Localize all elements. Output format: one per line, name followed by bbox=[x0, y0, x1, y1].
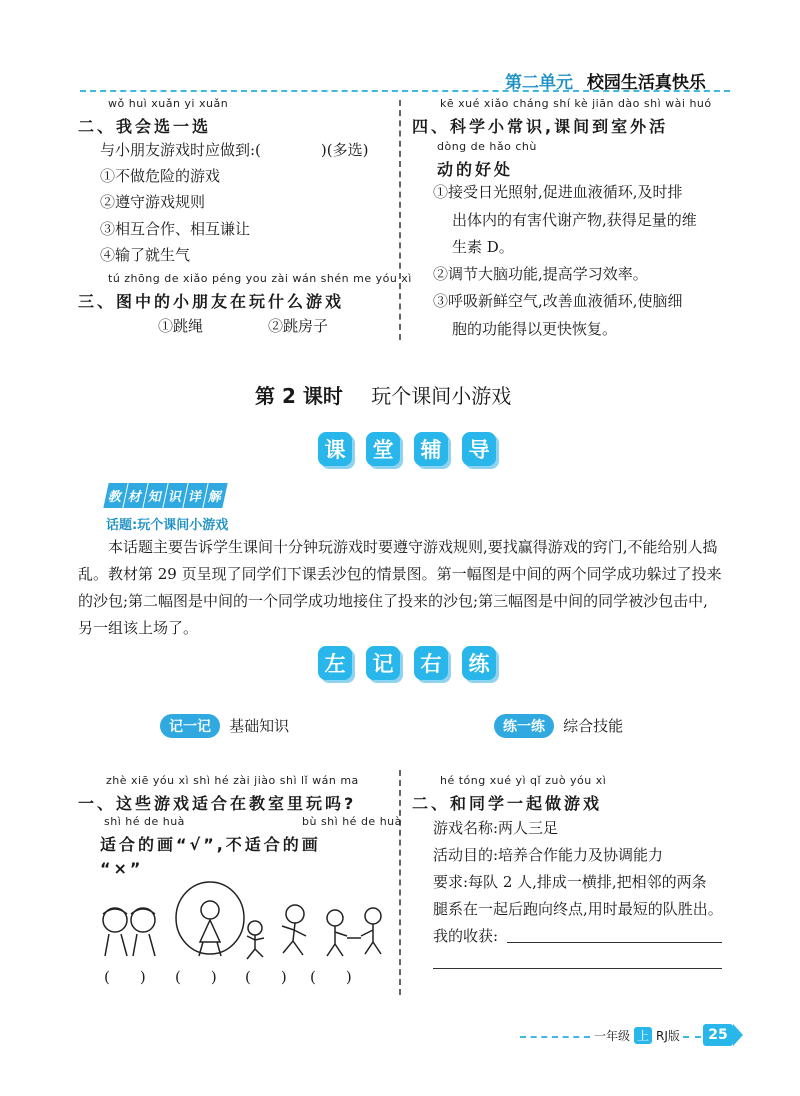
section2-heading: 二、我会选一选 bbox=[78, 117, 212, 136]
section4-heading-2: 动的好处 bbox=[437, 160, 514, 179]
practice-tile: 记 bbox=[366, 646, 400, 680]
column-divider-bottom bbox=[399, 770, 401, 995]
section2-pinyin: wǒ huì xuǎn yi xuǎn bbox=[108, 97, 229, 110]
footer-rule-right bbox=[683, 1036, 701, 1038]
game-requirement-line-2: 腿系在一起后跑向终点,用时最短的队胜出。 bbox=[433, 900, 723, 918]
left-section-badge bbox=[160, 714, 289, 738]
footer-rule bbox=[520, 1036, 590, 1038]
badge-label: 基础知识 bbox=[229, 717, 290, 735]
children-illustration bbox=[95, 880, 395, 965]
q1-heading-2: 适合的画“√”,不适合的画 bbox=[100, 835, 321, 854]
section4-pinyin-2: dòng de hǎo chù bbox=[437, 140, 537, 153]
banner-char: 识 bbox=[163, 483, 187, 508]
q1-pinyin-2a: shì hé de huà bbox=[104, 815, 185, 828]
page-number-value: 25 bbox=[708, 1027, 728, 1043]
column-divider-top bbox=[399, 100, 401, 340]
edition-label: RJ版 bbox=[656, 1029, 680, 1043]
banner-char: 教 bbox=[103, 483, 127, 508]
option-2: ②遵守游戏规则 bbox=[100, 193, 206, 211]
option-1: ①不做危险的游戏 bbox=[100, 167, 221, 185]
benefit-3-line-1: ③呼吸新鲜空气,改善血液循环,使脑细 bbox=[433, 292, 683, 310]
knowledge-banner bbox=[106, 483, 226, 508]
unit-label: 第二单元 bbox=[505, 73, 573, 93]
running-kid-icon bbox=[247, 921, 264, 959]
guide-title-tiles bbox=[318, 432, 496, 466]
practice-title-tiles bbox=[318, 646, 496, 680]
jump-rope-girl-icon bbox=[176, 882, 244, 956]
guide-tile: 辅 bbox=[414, 432, 448, 466]
page-arrow-icon bbox=[733, 1024, 743, 1046]
badge-pill: 练一练 bbox=[494, 714, 554, 738]
q1-heading-3: “×” bbox=[100, 859, 144, 878]
benefit-3-line-2: 胞的功能得以更快恢复。 bbox=[452, 320, 618, 338]
topic-label: 话题:玩个课间小游戏 bbox=[106, 518, 229, 533]
section4-heading-1: 四、科学小常识,课间到室外活 bbox=[412, 117, 669, 136]
right-section-badge bbox=[494, 714, 623, 738]
page-number bbox=[703, 1024, 733, 1046]
section4-pinyin-1: kē xué xiǎo cháng shí kè jiān dào shì wài huó bbox=[440, 97, 712, 110]
banner-char: 详 bbox=[183, 483, 207, 508]
section2-question: 与小朋友游戏时应做到:( )(多选) bbox=[100, 141, 369, 159]
header-rule bbox=[80, 90, 730, 92]
badge-pill: 记一记 bbox=[160, 714, 220, 738]
section3-pinyin: tú zhōng de xiǎo péng you zài wán shén me yóu xì bbox=[108, 272, 412, 285]
answer-bracket-3[interactable]: ( ) bbox=[245, 968, 287, 986]
term-badge: 上 bbox=[634, 1027, 652, 1044]
game-requirement-line-1: 要求:每队 2 人,排成一横排,把相邻的两条 bbox=[433, 873, 707, 891]
guide-tile: 导 bbox=[462, 432, 496, 466]
section3-answer-2: ②跳房子 bbox=[268, 317, 329, 335]
answer-bracket-1[interactable]: ( ) bbox=[104, 968, 146, 986]
option-3: ③相互合作、相互谦让 bbox=[100, 220, 251, 238]
gain-answer-line-1[interactable] bbox=[507, 942, 722, 943]
benefit-1-line-3: 生素 D。 bbox=[452, 238, 514, 256]
game-name: 游戏名称:两人三足 bbox=[433, 819, 559, 837]
section3-heading: 三、图中的小朋友在玩什么游戏 bbox=[78, 292, 345, 311]
practice-tile: 练 bbox=[462, 646, 496, 680]
game-pair-icon bbox=[327, 908, 381, 956]
banner-char: 知 bbox=[143, 483, 167, 508]
guide-tile: 课 bbox=[318, 432, 352, 466]
q1-heading-1: 一、这些游戏适合在教室里玩吗? bbox=[78, 794, 357, 813]
guide-tile: 堂 bbox=[366, 432, 400, 466]
footer-info bbox=[594, 1027, 680, 1044]
practice-tile: 右 bbox=[414, 646, 448, 680]
paragraph-1: 本话题主要告诉学生课间十分钟玩游戏时要遵守游戏规则,要找赢得游戏的窍门,不能给别人捣乱。 bbox=[78, 538, 718, 583]
benefit-1-line-1: ①接受日光照射,促进血液循环,及时排 bbox=[433, 183, 683, 201]
game-purpose: 活动目的:培养合作能力及协调能力 bbox=[433, 846, 664, 864]
banner-char: 材 bbox=[123, 483, 147, 508]
lesson-number: 第 2 课时 bbox=[255, 384, 343, 408]
answer-bracket-2[interactable]: ( ) bbox=[175, 968, 217, 986]
gain-answer-line-2[interactable] bbox=[433, 968, 722, 969]
q2-pinyin: hé tóng xué yì qǐ zuò yóu xì bbox=[440, 774, 607, 787]
benefit-1-line-2: 出体内的有害代谢产物,获得足量的维 bbox=[452, 211, 697, 229]
q1-pinyin-2b: bù shì hé de huà bbox=[302, 815, 402, 828]
q1-pinyin-1: zhè xiē yóu xì shì hé zài jiào shì lǐ wán ma bbox=[106, 774, 359, 787]
banner-char: 解 bbox=[203, 483, 227, 508]
benefit-2: ②调节大脑功能,提高学习效率。 bbox=[433, 265, 648, 283]
grade-label: 一年级 bbox=[594, 1029, 631, 1043]
paragraph-2: 教材第 29 页呈现了同学们下课丢沙包的情景图。第一幅图是中间的两个同学成功躲过了投来的沙包;第二幅图是中间的一个同学成功地接住了投来的沙包;第三幅图是中间的同学被沙包击中,另一组该上场了。 bbox=[78, 565, 722, 637]
gain-label: 我的收获: bbox=[433, 927, 499, 945]
option-4: ④输了就生气 bbox=[100, 246, 191, 264]
lesson-title bbox=[255, 380, 511, 409]
practice-tile: 左 bbox=[318, 646, 352, 680]
lesson-name: 玩个课间小游戏 bbox=[371, 384, 512, 408]
section3-answer-1: ①跳绳 bbox=[158, 317, 204, 335]
unit-title: 校园生活真快乐 bbox=[586, 73, 706, 93]
answer-bracket-4[interactable]: ( ) bbox=[310, 968, 352, 986]
q2-heading: 二、和同学一起做游戏 bbox=[412, 794, 603, 813]
hopscotch-kid-icon bbox=[282, 905, 306, 955]
badge-label: 综合技能 bbox=[563, 717, 624, 735]
two-kids-icon bbox=[103, 908, 155, 956]
